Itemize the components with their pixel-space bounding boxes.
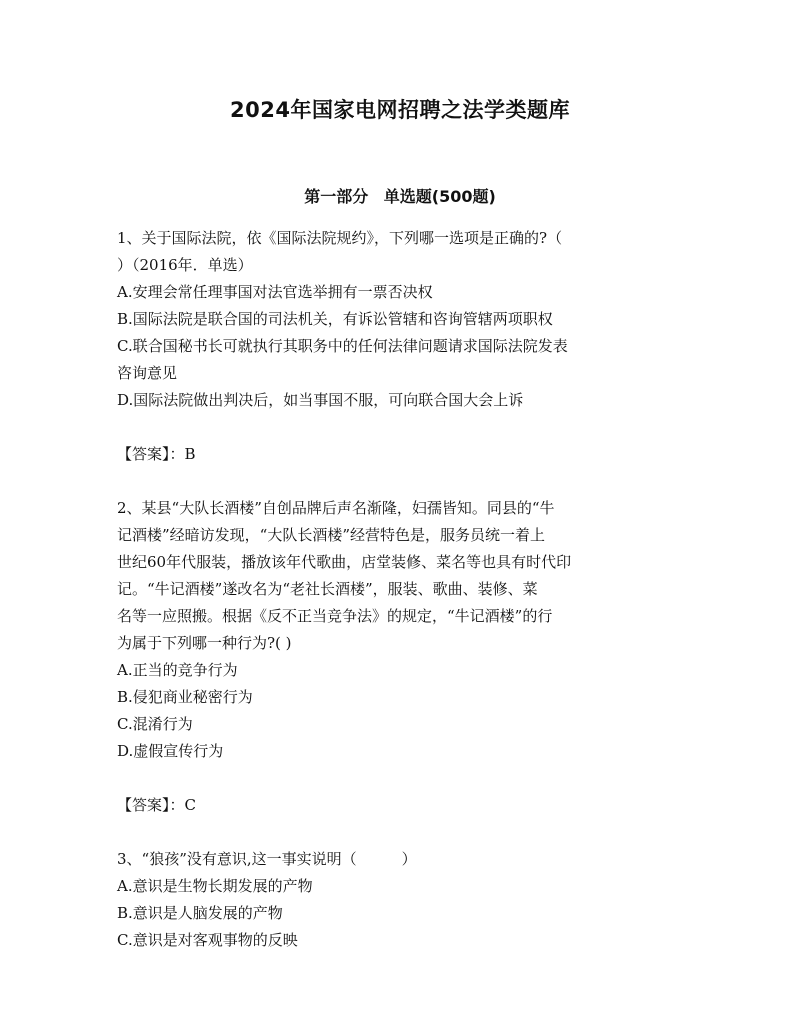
option-b: B.意识是人脑发展的产物 [117, 904, 283, 922]
question-list [117, 225, 687, 954]
option-c: C.意识是对客观事物的反映 [117, 931, 298, 949]
option-c: C.联合国秘书长可就执行其职务中的任何法律问题请求国际法院发表 [117, 337, 568, 355]
document-title: 2024年国家电网招聘之法学类题库 [230, 98, 570, 122]
question-stem-line: 3、“狼孩”没有意识,这一事实说明（ ） [117, 850, 417, 868]
option-a: A.安理会常任理事国对法官选举拥有一票否决权 [117, 283, 433, 301]
question-3 [117, 846, 687, 954]
option-b: B.侵犯商业秘密行为 [117, 688, 253, 706]
answer-label: 【答案】：C [117, 796, 196, 814]
option-b: B.国际法院是联合国的司法机关，有诉讼管辖和咨询管辖两项职权 [117, 310, 553, 328]
question-stem-line: ）（2016年．单选） [117, 256, 253, 274]
option-d: D.虚假宣传行为 [117, 742, 224, 760]
answer-label: 【答案】：B [117, 445, 196, 463]
question-2 [117, 495, 687, 846]
question-stem-line: 记。“牛记酒楼”遂改名为“老社长酒楼”，服装、歌曲、装修、菜 [117, 580, 538, 598]
question-1 [117, 225, 687, 495]
section-title: 第一部分 单选题(500题) [304, 187, 496, 206]
option-c: C.混淆行为 [117, 715, 193, 733]
option-a: A.正当的竞争行为 [117, 661, 238, 679]
option-d: D.国际法院做出判决后，如当事国不服，可向联合国大会上诉 [117, 391, 524, 409]
question-stem-line: 名等一应照搬。根据《反不正当竞争法》的规定，“牛记酒楼”的行 [117, 607, 553, 625]
question-stem-line: 记酒楼”经暗访发现，“大队长酒楼”经营特色是，服务员统一着上 [117, 526, 546, 544]
question-stem-line: 世纪60年代服装，播放该年代歌曲，店堂装修、菜名等也具有时代印 [117, 553, 572, 571]
option-a: A.意识是生物长期发展的产物 [117, 877, 313, 895]
question-stem-line: 1、关于国际法院，依《国际法院规约》，下列哪一选项是正确的?（ [117, 229, 563, 247]
question-stem-line: 为属于下列哪一种行为?( ) [117, 634, 292, 652]
option-c-continued: 咨询意见 [117, 364, 178, 382]
question-stem-line: 2、某县“大队长酒楼”自创品牌后声名渐隆，妇孺皆知。同县的“牛 [117, 499, 555, 517]
